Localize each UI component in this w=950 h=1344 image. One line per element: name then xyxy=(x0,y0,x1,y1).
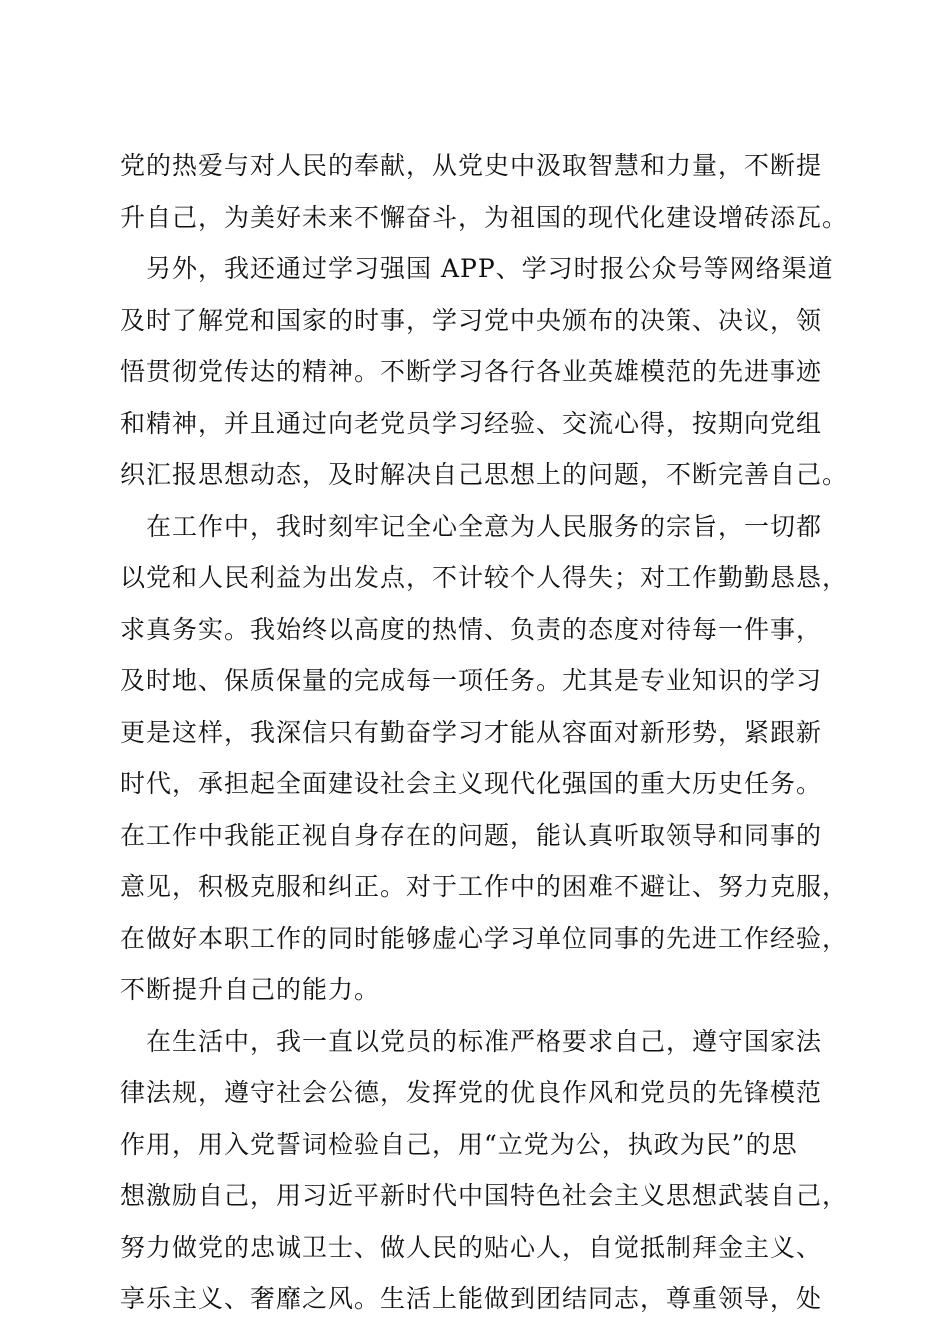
text-line: 享乐主义、奢靡之风。生活上能做到团结同志，尊重领导，处 xyxy=(120,1284,823,1313)
text-line: 求真务实。我始终以高度的热情、负责的态度对待每一件事， xyxy=(120,614,823,644)
text-line: 及时了解党和国家的时事，学习党中央颁布的决策、决议，领 xyxy=(120,305,823,335)
body-text xyxy=(120,140,849,1325)
text-line: 在工作中我能正视自身存在的问题，能认真听取领导和同事的 xyxy=(120,820,823,850)
text-line: 在工作中，我时刻牢记全心全意为人民服务的宗旨，一切都 xyxy=(120,511,823,541)
text-line: 意见，积极克服和纠正。对于工作中的困难不避让、努力克服， xyxy=(120,872,849,901)
text-line: 律法规，遵守社会公德，发挥党的优良作风和党员的先锋模范 xyxy=(120,1078,823,1107)
text-line: 在生活中，我一直以党员的标准严格要求自己，遵守国家法 xyxy=(120,1026,823,1056)
text-line: 努力做党的忠诚卫士、做人民的贴心人，自觉抵制拜金主义、 xyxy=(120,1232,823,1262)
text-line: 党的热爱与对人民的奉献，从党史中汲取智慧和力量，不断提 xyxy=(120,151,823,180)
text-line: 及时地、保质保量的完成每一项任务。尤其是专业知识的学习 xyxy=(120,666,823,695)
text-line: 升自己，为美好未来不懈奋斗，为祖国的现代化建设增砖添瓦。 xyxy=(120,202,849,232)
text-line: 时代，承担起全面建设社会主义现代化强国的重大历史任务。 xyxy=(120,769,823,798)
text-line: 织汇报思想动态，及时解决自己思想上的问题，不断完善自己。 xyxy=(120,460,849,489)
text-line: 和精神，并且通过向老党员学习经验、交流心得，按期向党组 xyxy=(120,408,823,438)
text-line: 想激励自己，用习近平新时代中国特色社会主义思想武装自己， xyxy=(120,1181,849,1210)
text-line: 作用，用入党誓词检验自己，用“立党为公，执政为民”的思 xyxy=(120,1129,798,1159)
text-line: 另外，我还通过学习强国 APP、学习时报公众号等网络渠道 xyxy=(120,254,834,283)
text-line: 在做好本职工作的同时能够虚心学习单位同事的先进工作经验， xyxy=(120,923,849,953)
text-line: 以党和人民利益为出发点，不计较个人得失；对工作勤勤恳恳， xyxy=(120,563,849,592)
text-line: 不断提升自己的能力。 xyxy=(120,975,381,1004)
text-line: 悟贯彻党传达的精神。不断学习各行各业英雄模范的先进事迹 xyxy=(120,357,823,386)
text-line: 更是这样，我深信只有勤奋学习才能从容面对新形势，紧跟新 xyxy=(120,717,823,747)
